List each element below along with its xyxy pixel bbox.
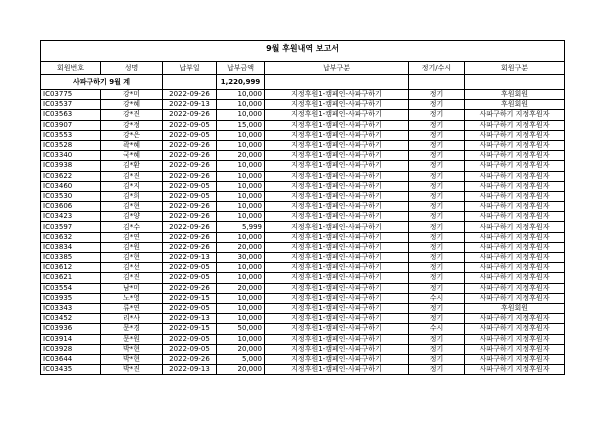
cell-amount: 10,000 bbox=[217, 303, 265, 313]
cell-member-type: 사파구하기 지정후원자 bbox=[465, 273, 565, 283]
cell-name: 곽*혜 bbox=[101, 140, 163, 150]
cell-name: 김*지 bbox=[101, 181, 163, 191]
cell-kind: 지정후원1-캠페인-사파구하기 bbox=[265, 232, 409, 242]
table-row bbox=[41, 283, 565, 293]
cell-member-type: 사파구하기 지정후원자 bbox=[465, 283, 565, 293]
cell-cycle: 정기 bbox=[409, 130, 465, 140]
cell-date: 2022-09-05 bbox=[163, 120, 217, 130]
cell-cycle: 정기 bbox=[409, 100, 465, 110]
cell-member-type: 사파구하기 지정후원자 bbox=[465, 202, 565, 212]
cell-date: 2022-09-13 bbox=[163, 314, 217, 324]
cell-amount: 20,000 bbox=[217, 365, 265, 375]
cell-kind: 지정후원1-캠페인-사파구하기 bbox=[265, 354, 409, 364]
header-cycle: 정기/수시 bbox=[409, 62, 465, 75]
table-row bbox=[41, 171, 565, 181]
cell-kind: 지정후원1-캠페인-사파구하기 bbox=[265, 253, 409, 263]
cell-cycle: 정기 bbox=[409, 161, 465, 171]
cell-kind: 지정후원1-캠페인-사파구하기 bbox=[265, 222, 409, 232]
table-row bbox=[41, 161, 565, 171]
cell-name: 김*진 bbox=[101, 273, 163, 283]
cell-amount: 10,000 bbox=[217, 90, 265, 100]
table-row bbox=[41, 90, 565, 100]
cell-member-id: IC03435 bbox=[41, 365, 101, 375]
cell-kind: 지정후원1-캠페인-사파구하기 bbox=[265, 161, 409, 171]
cell-kind: 지정후원1-캠페인-사파구하기 bbox=[265, 283, 409, 293]
cell-date: 2022-09-15 bbox=[163, 293, 217, 303]
cell-name: 김*환 bbox=[101, 161, 163, 171]
cell-member-type: 사파구하기 지정후원자 bbox=[465, 140, 565, 150]
cell-cycle: 수시 bbox=[409, 293, 465, 303]
cell-member-id: IC03528 bbox=[41, 140, 101, 150]
cell-kind: 지정후원1-캠페인-사파구하기 bbox=[265, 191, 409, 201]
cell-date: 2022-09-26 bbox=[163, 171, 217, 181]
cell-date: 2022-09-05 bbox=[163, 263, 217, 273]
cell-kind: 지정후원1-캠페인-사파구하기 bbox=[265, 151, 409, 161]
cell-kind: 지정후원1-캠페인-사파구하기 bbox=[265, 120, 409, 130]
cell-cycle: 정기 bbox=[409, 273, 465, 283]
header-name: 성명 bbox=[101, 62, 163, 75]
cell-member-type: 사파구하기 지정후원자 bbox=[465, 151, 565, 161]
cell-cycle: 정기 bbox=[409, 181, 465, 191]
header-date: 납부일 bbox=[163, 62, 217, 75]
cell-member-id: IC03423 bbox=[41, 212, 101, 222]
cell-member-id: IC03644 bbox=[41, 354, 101, 364]
cell-amount: 10,000 bbox=[217, 130, 265, 140]
cell-name: 김*진 bbox=[101, 171, 163, 181]
table-row bbox=[41, 293, 565, 303]
cell-kind: 지정후원1-캠페인-사파구하기 bbox=[265, 273, 409, 283]
cell-date: 2022-09-05 bbox=[163, 130, 217, 140]
cell-name: 남*미 bbox=[101, 283, 163, 293]
cell-kind: 지정후원1-캠페인-사파구하기 bbox=[265, 140, 409, 150]
cell-date: 2022-09-13 bbox=[163, 253, 217, 263]
cell-name: 김*연 bbox=[101, 232, 163, 242]
table-row bbox=[41, 181, 565, 191]
cell-amount: 10,000 bbox=[217, 191, 265, 201]
cell-amount: 5,000 bbox=[217, 354, 265, 364]
table-row bbox=[41, 253, 565, 263]
cell-date: 2022-09-15 bbox=[163, 324, 217, 334]
cell-name: 강*은 bbox=[101, 130, 163, 140]
table-row bbox=[41, 324, 565, 334]
cell-name: 박*진 bbox=[101, 365, 163, 375]
table-row bbox=[41, 110, 565, 120]
cell-kind: 지정후원1-캠페인-사파구하기 bbox=[265, 130, 409, 140]
cell-name: 강*진 bbox=[101, 110, 163, 120]
cell-member-id: IC03385 bbox=[41, 253, 101, 263]
table-row bbox=[41, 242, 565, 252]
cell-cycle: 정기 bbox=[409, 191, 465, 201]
cell-kind: 지정후원1-캠페인-사파구하기 bbox=[265, 100, 409, 110]
cell-date: 2022-09-26 bbox=[163, 151, 217, 161]
cell-member-type: 사파구하기 지정후원자 bbox=[465, 130, 565, 140]
cell-member-type: 사파구하기 지정후원자 bbox=[465, 293, 565, 303]
cell-member-id: IC03621 bbox=[41, 273, 101, 283]
cell-member-type: 사파구하기 지정후원자 bbox=[465, 334, 565, 344]
header-row bbox=[41, 62, 565, 75]
cell-cycle: 정기 bbox=[409, 365, 465, 375]
header-id: 회원번호 bbox=[41, 62, 101, 75]
cell-member-id: IC03460 bbox=[41, 181, 101, 191]
cell-amount: 50,000 bbox=[217, 324, 265, 334]
cell-date: 2022-09-26 bbox=[163, 202, 217, 212]
cell-name: 김*현 bbox=[101, 202, 163, 212]
cell-member-type: 후원회원 bbox=[465, 90, 565, 100]
cell-name: 박*현 bbox=[101, 354, 163, 364]
cell-date: 2022-09-26 bbox=[163, 354, 217, 364]
cell-amount: 10,000 bbox=[217, 232, 265, 242]
cell-kind: 지정후원1-캠페인-사파구하기 bbox=[265, 242, 409, 252]
cell-member-id: IC03612 bbox=[41, 263, 101, 273]
cell-amount: 20,000 bbox=[217, 151, 265, 161]
table-row bbox=[41, 120, 565, 130]
cell-cycle: 정기 bbox=[409, 354, 465, 364]
cell-date: 2022-09-05 bbox=[163, 191, 217, 201]
cell-cycle: 정기 bbox=[409, 120, 465, 130]
cell-cycle: 정기 bbox=[409, 140, 465, 150]
cell-date: 2022-09-26 bbox=[163, 232, 217, 242]
cell-date: 2022-09-05 bbox=[163, 344, 217, 354]
cell-cycle: 정기 bbox=[409, 242, 465, 252]
table-row bbox=[41, 232, 565, 242]
cell-member-id: IC03935 bbox=[41, 293, 101, 303]
cell-date: 2022-09-13 bbox=[163, 100, 217, 110]
cell-member-id: IC03775 bbox=[41, 90, 101, 100]
table-row bbox=[41, 334, 565, 344]
cell-name: 국*혜 bbox=[101, 151, 163, 161]
cell-member-id: IC03914 bbox=[41, 334, 101, 344]
cell-cycle: 정기 bbox=[409, 253, 465, 263]
cell-kind: 지정후원1-캠페인-사파구하기 bbox=[265, 344, 409, 354]
cell-name: 박*현 bbox=[101, 344, 163, 354]
cell-member-id: IC03938 bbox=[41, 161, 101, 171]
table-row bbox=[41, 140, 565, 150]
cell-amount: 10,000 bbox=[217, 263, 265, 273]
cell-member-type: 사파구하기 지정후원자 bbox=[465, 354, 565, 364]
cell-date: 2022-09-26 bbox=[163, 90, 217, 100]
cell-date: 2022-09-26 bbox=[163, 283, 217, 293]
cell-amount: 10,000 bbox=[217, 110, 265, 120]
cell-amount: 10,000 bbox=[217, 161, 265, 171]
cell-cycle: 정기 bbox=[409, 314, 465, 324]
cell-kind: 지정후원1-캠페인-사파구하기 bbox=[265, 334, 409, 344]
cell-date: 2022-09-13 bbox=[163, 365, 217, 375]
cell-date: 2022-09-26 bbox=[163, 110, 217, 120]
table-row bbox=[41, 222, 565, 232]
cell-member-id: IC03632 bbox=[41, 232, 101, 242]
cell-member-id: IC03340 bbox=[41, 151, 101, 161]
cell-amount: 10,000 bbox=[217, 202, 265, 212]
cell-name: 문*원 bbox=[101, 334, 163, 344]
cell-member-id: IC03606 bbox=[41, 202, 101, 212]
cell-member-type: 후원회원 bbox=[465, 303, 565, 313]
table-row bbox=[41, 273, 565, 283]
cell-amount: 20,000 bbox=[217, 283, 265, 293]
cell-member-type: 후원회원 bbox=[465, 100, 565, 110]
cell-date: 2022-09-26 bbox=[163, 222, 217, 232]
table-row bbox=[41, 354, 565, 364]
cell-amount: 10,000 bbox=[217, 314, 265, 324]
cell-amount: 10,000 bbox=[217, 334, 265, 344]
cell-cycle: 정기 bbox=[409, 263, 465, 273]
cell-kind: 지정후원1-캠페인-사파구하기 bbox=[265, 212, 409, 222]
cell-amount: 10,000 bbox=[217, 293, 265, 303]
cell-amount: 20,000 bbox=[217, 242, 265, 252]
header-kind: 납부구분 bbox=[265, 62, 409, 75]
cell-kind: 지정후원1-캠페인-사파구하기 bbox=[265, 202, 409, 212]
cell-amount: 10,000 bbox=[217, 212, 265, 222]
table-row bbox=[41, 303, 565, 313]
donation-report-table bbox=[40, 40, 565, 375]
cell-kind: 지정후원1-캠페인-사파구하기 bbox=[265, 171, 409, 181]
cell-member-id: IC03622 bbox=[41, 171, 101, 181]
cell-member-id: IC03554 bbox=[41, 283, 101, 293]
cell-name: 강*정 bbox=[101, 120, 163, 130]
cell-amount: 20,000 bbox=[217, 344, 265, 354]
table-row bbox=[41, 263, 565, 273]
cell-kind: 지정후원1-캠페인-사파구하기 bbox=[265, 324, 409, 334]
cell-member-type: 사파구하기 지정후원자 bbox=[465, 181, 565, 191]
cell-member-type: 사파구하기 지정후원자 bbox=[465, 120, 565, 130]
table-row bbox=[41, 365, 565, 375]
cell-cycle: 정기 bbox=[409, 303, 465, 313]
report-title-row bbox=[41, 41, 565, 58]
cell-member-type: 사파구하기 지정후원자 bbox=[465, 242, 565, 252]
cell-member-type: 사파구하기 지정후원자 bbox=[465, 212, 565, 222]
cell-name: 김*현 bbox=[101, 253, 163, 263]
cell-member-type: 사파구하기 지정후원자 bbox=[465, 324, 565, 334]
header-member-type: 회원구분 bbox=[465, 62, 565, 75]
cell-date: 2022-09-26 bbox=[163, 140, 217, 150]
cell-member-type: 사파구하기 지정후원자 bbox=[465, 110, 565, 120]
cell-amount: 10,000 bbox=[217, 273, 265, 283]
cell-member-id: IC03452 bbox=[41, 314, 101, 324]
cell-date: 2022-09-05 bbox=[163, 181, 217, 191]
cell-member-type: 사파구하기 지정후원자 bbox=[465, 263, 565, 273]
summary-total: 1,220,999 bbox=[217, 75, 265, 90]
cell-kind: 지정후원1-캠페인-사파구하기 bbox=[265, 365, 409, 375]
cell-date: 2022-09-26 bbox=[163, 242, 217, 252]
cell-name: 김*수 bbox=[101, 222, 163, 232]
summary-row bbox=[41, 75, 565, 90]
cell-name: 류*연 bbox=[101, 303, 163, 313]
cell-member-id: IC03834 bbox=[41, 242, 101, 252]
cell-kind: 지정후원1-캠페인-사파구하기 bbox=[265, 263, 409, 273]
cell-name: 강*혜 bbox=[101, 100, 163, 110]
cell-date: 2022-09-26 bbox=[163, 161, 217, 171]
table-row bbox=[41, 314, 565, 324]
cell-cycle: 정기 bbox=[409, 283, 465, 293]
cell-cycle: 정기 bbox=[409, 202, 465, 212]
cell-member-id: IC03553 bbox=[41, 130, 101, 140]
cell-cycle: 정기 bbox=[409, 334, 465, 344]
cell-member-id: IC03928 bbox=[41, 344, 101, 354]
cell-cycle: 정기 bbox=[409, 344, 465, 354]
table-row bbox=[41, 344, 565, 354]
cell-cycle: 정기 bbox=[409, 222, 465, 232]
cell-member-type: 사파구하기 지정후원자 bbox=[465, 344, 565, 354]
cell-kind: 지정후원1-캠페인-사파구하기 bbox=[265, 293, 409, 303]
cell-cycle: 정기 bbox=[409, 232, 465, 242]
cell-date: 2022-09-05 bbox=[163, 334, 217, 344]
cell-name: 노*영 bbox=[101, 293, 163, 303]
header-amount: 납부금액 bbox=[217, 62, 265, 75]
report-title: 9월 후원내역 보고서 bbox=[41, 41, 565, 58]
cell-member-type: 사파구하기 지정후원자 bbox=[465, 161, 565, 171]
cell-amount: 10,000 bbox=[217, 171, 265, 181]
cell-date: 2022-09-05 bbox=[163, 273, 217, 283]
cell-member-type: 사파구하기 지정후원자 bbox=[465, 191, 565, 201]
summary-label: 사파구하기 9월 계 bbox=[41, 75, 163, 90]
cell-date: 2022-09-26 bbox=[163, 212, 217, 222]
cell-amount: 15,000 bbox=[217, 120, 265, 130]
cell-cycle: 정기 bbox=[409, 151, 465, 161]
cell-name: 강*미 bbox=[101, 90, 163, 100]
table-row bbox=[41, 191, 565, 201]
cell-member-id: IC03530 bbox=[41, 191, 101, 201]
cell-kind: 지정후원1-캠페인-사파구하기 bbox=[265, 181, 409, 191]
cell-name: 김*희 bbox=[101, 191, 163, 201]
table-row bbox=[41, 100, 565, 110]
cell-member-type: 사파구하기 지정후원자 bbox=[465, 365, 565, 375]
cell-kind: 지정후원1-캠페인-사파구하기 bbox=[265, 303, 409, 313]
cell-member-id: IC03563 bbox=[41, 110, 101, 120]
cell-member-type: 사파구하기 지정후원자 bbox=[465, 253, 565, 263]
cell-name: 김*선 bbox=[101, 263, 163, 273]
cell-cycle: 수시 bbox=[409, 324, 465, 334]
cell-cycle: 정기 bbox=[409, 171, 465, 181]
cell-member-id: IC03907 bbox=[41, 120, 101, 130]
table-row bbox=[41, 212, 565, 222]
cell-member-id: IC03537 bbox=[41, 100, 101, 110]
cell-member-id: IC03936 bbox=[41, 324, 101, 334]
cell-kind: 지정후원1-캠페인-사파구하기 bbox=[265, 90, 409, 100]
cell-date: 2022-09-05 bbox=[163, 303, 217, 313]
cell-member-id: IC03343 bbox=[41, 303, 101, 313]
cell-kind: 지정후원1-캠페인-사파구하기 bbox=[265, 314, 409, 324]
cell-cycle: 정기 bbox=[409, 110, 465, 120]
cell-name: 리*사 bbox=[101, 314, 163, 324]
cell-member-id: IC03597 bbox=[41, 222, 101, 232]
cell-amount: 30,000 bbox=[217, 253, 265, 263]
cell-name: 김*양 bbox=[101, 212, 163, 222]
cell-member-type: 사파구하기 지정후원자 bbox=[465, 232, 565, 242]
cell-member-type: 사파구하기 지정후원자 bbox=[465, 314, 565, 324]
cell-amount: 10,000 bbox=[217, 100, 265, 110]
cell-kind: 지정후원1-캠페인-사파구하기 bbox=[265, 110, 409, 120]
cell-amount: 10,000 bbox=[217, 140, 265, 150]
cell-cycle: 정기 bbox=[409, 212, 465, 222]
cell-amount: 10,000 bbox=[217, 181, 265, 191]
cell-cycle: 정기 bbox=[409, 90, 465, 100]
cell-member-type: 사파구하기 지정후원자 bbox=[465, 222, 565, 232]
cell-amount: 5,999 bbox=[217, 222, 265, 232]
table-row bbox=[41, 202, 565, 212]
table-row bbox=[41, 151, 565, 161]
cell-name: 김*원 bbox=[101, 242, 163, 252]
table-row bbox=[41, 130, 565, 140]
cell-member-type: 사파구하기 지정후원자 bbox=[465, 171, 565, 181]
cell-name: 문*경 bbox=[101, 324, 163, 334]
